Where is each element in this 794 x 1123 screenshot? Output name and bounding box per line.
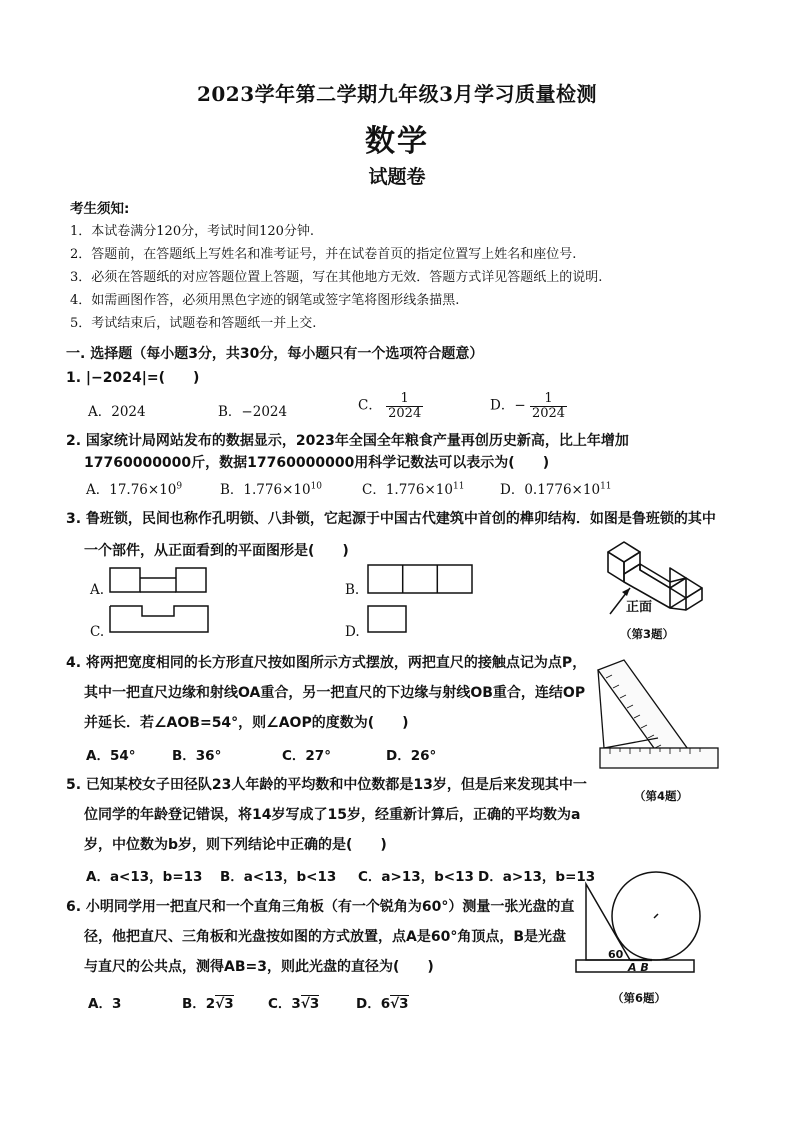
q6-c-root: 3 xyxy=(309,996,320,1012)
notice-item: 1．本试卷满分120分，考试时间120分钟. xyxy=(70,224,315,239)
q1-c-numerator: 1 xyxy=(386,392,423,407)
q3-option-c-figure xyxy=(108,604,212,634)
q6-option-d: D．6√3 xyxy=(356,996,409,1012)
q6-angle-label: 60 xyxy=(608,948,624,961)
q2-b-exp: 10 xyxy=(310,481,323,492)
q4-figure-caption: （第4题） xyxy=(634,789,689,803)
notice-item: 5．考试结束后，试题卷和答题纸一并上交. xyxy=(70,316,317,331)
q6-figure-caption: （第6题） xyxy=(612,991,667,1005)
q5-option-a: A．a<13，b=13 xyxy=(86,869,203,885)
q1-d-denominator: 2024 xyxy=(531,405,566,421)
q3-option-d-label: D. xyxy=(345,624,360,640)
q2-d-exp: 11 xyxy=(600,481,612,492)
q6-b-label: B．2 xyxy=(182,996,216,1012)
q2-d-base: D．0.1776×10 xyxy=(500,482,601,498)
q2-option-b xyxy=(220,478,322,498)
q6-line1: 6. 小明同学用一把直尺和一个直角三角板（有一个锐角为60°）测量一张光盘的直 xyxy=(66,899,575,915)
q3-option-b-figure xyxy=(366,563,476,597)
q1-c-denominator: 2024 xyxy=(388,405,422,421)
q2-b-base: B．1.776×10 xyxy=(220,482,311,498)
notice-heading: 考生须知: xyxy=(70,201,130,217)
q3-option-a-label: A. xyxy=(90,582,105,598)
q3-line2: 一个部件，从正面看到的平面图形是( ) xyxy=(84,543,349,559)
q1-option-c-fraction xyxy=(386,392,423,420)
q1-d-numerator: 1 xyxy=(530,392,567,407)
q2-a-base: A．17.76×10 xyxy=(86,482,177,498)
q5-option-c: C．a>13，b<13 xyxy=(358,869,474,885)
q3-option-d-figure xyxy=(366,604,410,636)
subject-title: 数学 xyxy=(365,124,429,159)
q6-option-c: C．3√3 xyxy=(268,996,320,1012)
q3-line1: 3. 鲁班锁，民间也称作孔明锁、八卦锁，它起源于中国古代建筑中首创的榫卯结构．如图是鲁班锁的其中 xyxy=(66,511,716,527)
q5-option-d: D．a>13，b=13 xyxy=(478,869,596,885)
q6-line2: 径，他把直尺、三角板和光盘按如图的方式放置，点A是60°角顶点，B是光盘 xyxy=(84,929,566,945)
q1-option-a: A．2024 xyxy=(88,404,146,420)
q4-line3: 并延长．若∠AOB=54°，则∠AOP的度数为( ) xyxy=(84,715,409,731)
q6-option-a: A．3 xyxy=(88,996,122,1012)
q4-line1: 4. 将两把宽度相同的长方形直尺按如图所示方式摆放，两把直尺的接触点记为点P， xyxy=(66,655,587,671)
q3-figure-caption: （第3题） xyxy=(620,627,675,641)
notice-item: 2．答题前，在答题纸上写姓名和准考证号，并在试卷首页的指定位置写上姓名和座位号. xyxy=(70,247,577,262)
q6-d-label: D．6 xyxy=(356,996,391,1012)
q4-option-d: D．26° xyxy=(386,748,437,764)
q6-line3: 与直尺的公共点，测得AB=3，则此光盘的直径为( ) xyxy=(84,959,434,975)
q3-option-c-label: C. xyxy=(90,624,105,640)
q2-option-d xyxy=(500,478,612,498)
q3-option-b-label: B. xyxy=(345,582,360,598)
q4-option-b: B．36° xyxy=(172,748,222,764)
q5-option-b: B．a<13，b<13 xyxy=(220,869,337,885)
q4-option-a: A．54° xyxy=(86,748,136,764)
q6-ab-label: A B xyxy=(628,961,649,974)
q5-line3: 岁，中位数为b岁，则下列结论中正确的是( ) xyxy=(84,837,387,853)
q4-option-c: C．27° xyxy=(282,748,331,764)
q2-option-c xyxy=(362,478,464,498)
q1-option-d-label: D．− xyxy=(490,397,526,414)
q2-line2: 17760000000斤，数据17760000000用科学记数法可以表示为( ) xyxy=(84,455,550,471)
q2-a-exp: 9 xyxy=(176,481,183,492)
q4-line2: 其中一把直尺边缘和射线OA重合，另一把直尺的下边缘与射线OB重合，连结OP xyxy=(84,685,586,701)
section-title: 一. 选择题（每小题3分，共30分，每小题只有一个选项符合题意） xyxy=(66,346,484,362)
q3-front-label: 正面 xyxy=(626,600,653,615)
q5-line1: 5. 已知某校女子田径队23人年龄的平均数和中位数都是13岁，但是后来发现其中一 xyxy=(66,777,587,793)
q1-option-b: B．−2024 xyxy=(218,404,288,420)
q6-option-b: B．2√3 xyxy=(182,996,234,1012)
q1-option-c-label: C． xyxy=(358,397,382,414)
q5-line2: 位同学的年龄登记错误，将14岁写成了15岁，经重新计算后，正确的平均数为a xyxy=(84,807,581,823)
q2-line1: 2. 国家统计局网站发布的数据显示，2023年全国全年粮食产量再创历史新高，比上年增加 xyxy=(66,433,629,449)
q6-d-root: 3 xyxy=(399,996,409,1012)
exam-title: 2023学年第二学期九年级3月学习质量检测 xyxy=(196,82,598,106)
q2-option-a xyxy=(86,478,182,498)
q2-c-base: C．1.776×10 xyxy=(362,482,453,498)
q1-stem: 1. |−2024|=( ) xyxy=(66,370,200,386)
notice-item: 4．如需画图作答，必须用黑色字迹的钢笔或签字笔将图形线条描黑. xyxy=(70,293,460,308)
q2-c-exp: 11 xyxy=(452,481,465,492)
notice-item: 3．必须在答题纸的对应答题位置上答题，写在其他地方无效．答题方式详见答题纸上的说明. xyxy=(70,270,603,285)
q3-option-a-figure xyxy=(108,566,208,596)
q1-option-d-fraction xyxy=(530,392,567,420)
q4-rulers-figure xyxy=(596,658,720,776)
paper-type: 试题卷 xyxy=(368,166,426,188)
q1-option-c xyxy=(358,392,423,420)
q6-c-label: C．3 xyxy=(268,996,301,1012)
q6-b-root: 3 xyxy=(224,996,234,1012)
q1-option-d xyxy=(490,392,567,420)
